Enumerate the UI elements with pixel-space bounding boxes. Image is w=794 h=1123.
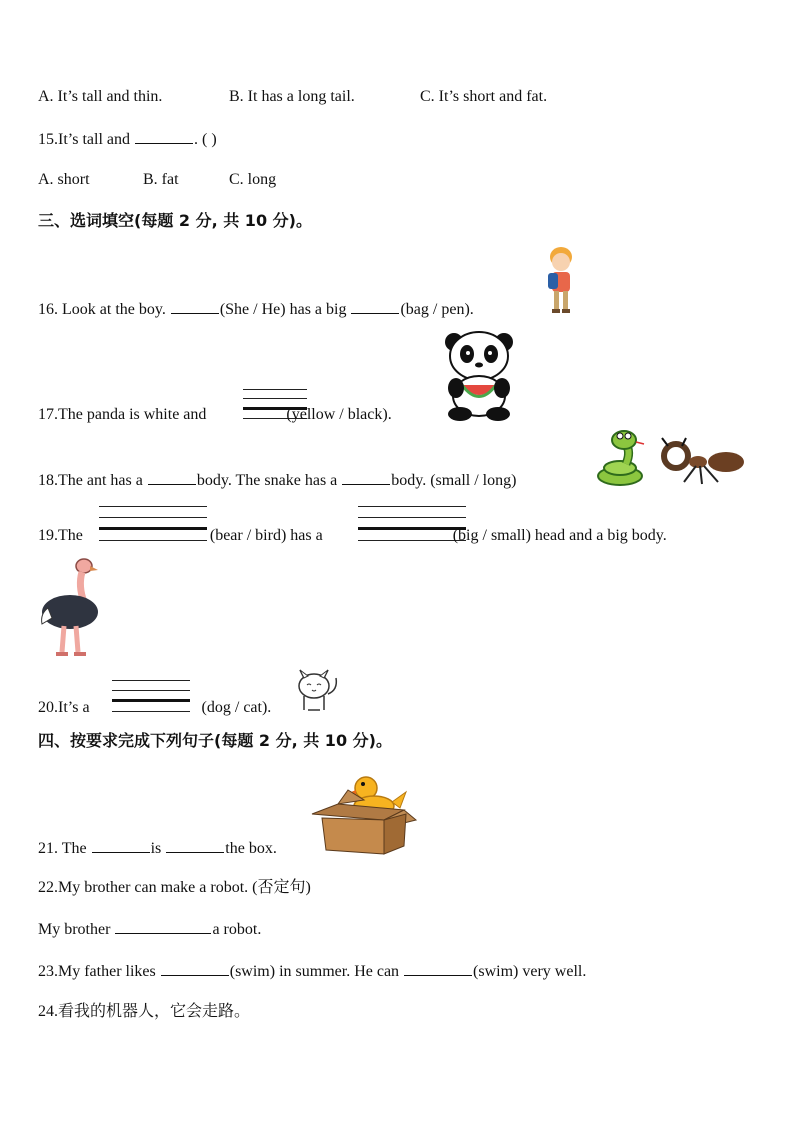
- snake-image: [596, 430, 650, 488]
- q22-prompt: 22.My brother can make a robot. (否定句): [38, 879, 311, 896]
- q23-blank-1[interactable]: [161, 961, 229, 976]
- q23-question: 23.My father likes (swim) in summer. He can (swim) very well.: [38, 963, 587, 980]
- q24-prompt: 24.看我的机器人，它会走路。: [38, 1003, 251, 1020]
- q18-blank-1[interactable]: [148, 470, 196, 485]
- boy-image: [543, 245, 579, 317]
- q21-blank-2[interactable]: [166, 838, 224, 853]
- q18-blank-2[interactable]: [342, 470, 390, 485]
- q19-question: 19.The (bear / bird) has a (big / small) head and a big body.: [38, 527, 667, 544]
- cat-image: [294, 664, 340, 712]
- q21-question: 21. The is the box.: [38, 840, 277, 857]
- q22-blank[interactable]: [115, 919, 211, 934]
- q21-blank-1[interactable]: [92, 838, 150, 853]
- duck-in-box-image: [308, 770, 420, 854]
- q16-blank-1[interactable]: [171, 299, 219, 314]
- q15-option-a: A. short: [38, 171, 90, 188]
- q18-question: 18.The ant has a body. The snake has a body. (small / long): [38, 472, 517, 489]
- q14-option-c: C. It’s short and fat.: [420, 88, 548, 105]
- q14-option-a: A. It’s tall and thin.: [38, 88, 163, 105]
- panda-image: [444, 330, 514, 422]
- ostrich-image: [38, 556, 108, 658]
- q15-option-c: C. long: [229, 171, 277, 188]
- ant-image: [658, 438, 748, 486]
- q14-option-b: B. It has a long tail.: [229, 88, 355, 105]
- q23-blank-2[interactable]: [404, 961, 472, 976]
- q16-question: 16. Look at the boy. (She / He) has a big (bag / pen).: [38, 301, 474, 318]
- section4-title: 四、按要求完成下列句子(每题 2 分, 共 10 分)。: [38, 731, 392, 750]
- q17-question: 17.The panda is white and (yellow / black).: [38, 406, 392, 423]
- q22-answer: My brother a robot.: [38, 921, 262, 938]
- q15-option-b: B. fat: [143, 171, 179, 188]
- section3-title: 三、选词填空(每题 2 分, 共 10 分)。: [38, 211, 312, 230]
- q15-blank[interactable]: [135, 129, 193, 144]
- q15-question: 15.It’s tall and . ( ): [38, 131, 217, 148]
- q20-question: 20.It’s a (dog / cat).: [38, 699, 272, 716]
- q16-blank-2[interactable]: [351, 299, 399, 314]
